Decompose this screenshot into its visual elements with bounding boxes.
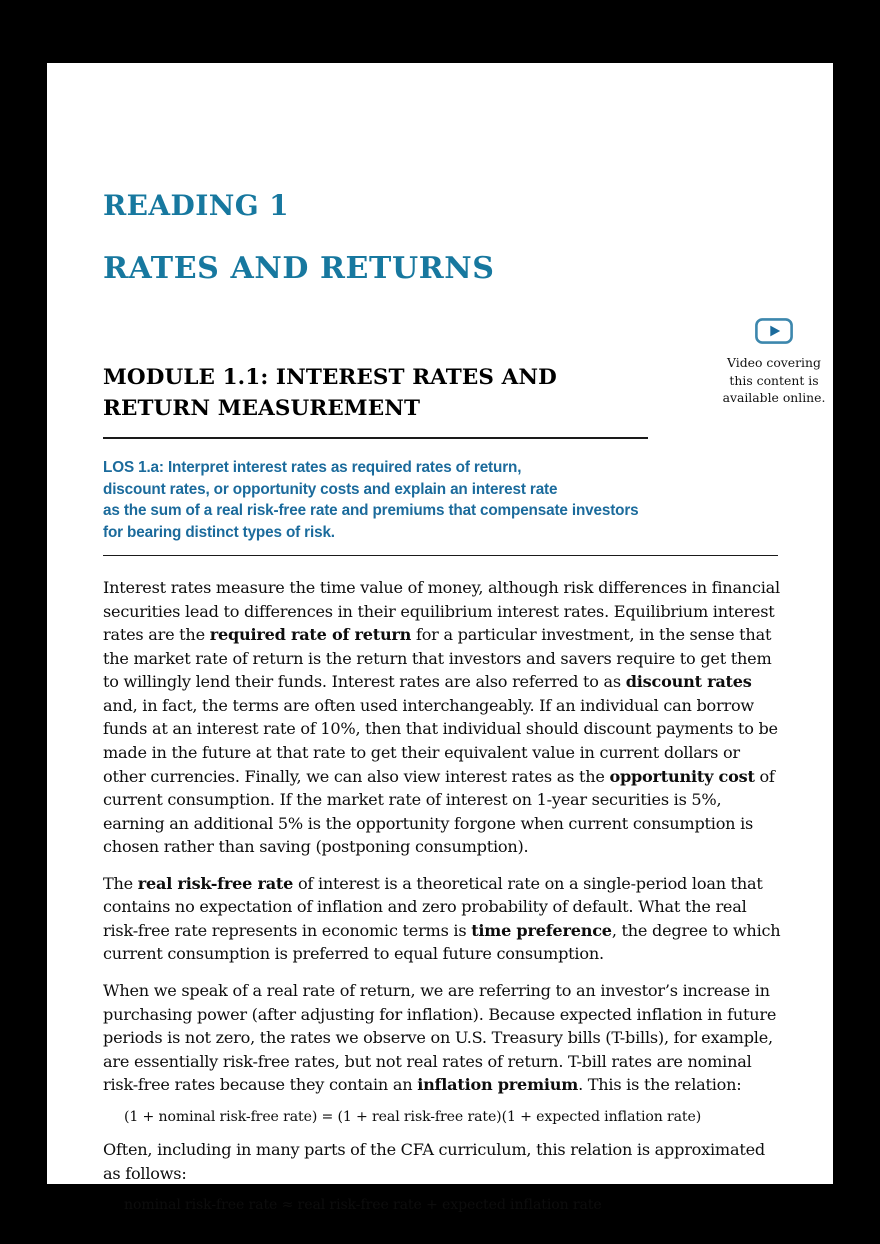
p3-segment-2: . This is the relation:	[578, 1075, 742, 1095]
page-title: RATES AND RETURNS	[103, 251, 495, 286]
p1-segment-3: and, in fact, the terms are often used interchangeably. If an individual can borrow funds at an interest rate of 10%, then that individual should discount payments to be made in the future at that rate to get their equivalent value in current dollars or other currencies. Finally, we can also view interest rates as the	[103, 695, 778, 786]
los-line-3: as the sum of a real risk-free rate and premiums that compensate investors	[103, 502, 639, 520]
p1-segment-1: Interest rates measure the time value of money, although risk differences in financial securities lead to differences in their equilibrium interest rates. Equilibrium interest rates are the	[103, 578, 780, 645]
term-time-preference: time preference	[471, 920, 612, 940]
reading-label: READING 1	[103, 189, 290, 222]
p1-segment-2: for a particular investment, in the sense that the market rate of return is the return that investors and savers require to get them to willingly lend their funds. Interest rates are also referred to as	[103, 625, 772, 692]
los-line-4: for bearing distinct types of risk.	[103, 524, 335, 542]
formula-exact-relation: (1 + nominal risk-free rate) = (1 + real risk-free rate)(1 + expected inflation rate)	[124, 1108, 702, 1125]
paragraph-3	[103, 979, 781, 1097]
term-required-rate-of-return: required rate of return	[209, 625, 412, 645]
body-content	[103, 576, 781, 1216]
page-content-area	[103, 63, 826, 1214]
video-callout	[707, 318, 841, 407]
term-discount-rates: discount rates	[625, 672, 752, 692]
module-heading-line-1: MODULE 1.1: INTEREST RATES AND	[103, 365, 557, 390]
los-line-2: discount rates, or opportunity costs and explain an interest rate	[103, 480, 558, 498]
formula-approximate-relation: nominal risk-free rate ≈ real risk-free rate + expected inflation rate	[124, 1197, 602, 1214]
module-heading	[103, 363, 603, 424]
p2-segment-3: , the degree to which current consumption is preferred to equal future consumption.	[103, 920, 781, 964]
paragraph-1	[103, 576, 781, 859]
video-caption-line-3: available online.	[722, 390, 826, 406]
video-caption-line-2: this content is	[729, 372, 819, 388]
term-real-risk-free-rate: real risk-free rate	[137, 873, 294, 893]
term-opportunity-cost: opportunity cost	[609, 766, 755, 786]
divider-below-los	[103, 555, 778, 556]
term-inflation-premium: inflation premium	[417, 1075, 579, 1095]
paragraph-4: Often, including in many parts of the CFA curriculum, this relation is approximated as follows:	[103, 1139, 765, 1183]
video-caption-line-1: Video covering	[727, 355, 821, 370]
p2-segment-1: The	[103, 873, 138, 893]
video-play-icon[interactable]	[755, 318, 793, 344]
p3-segment-1: When we speak of a real rate of return, we are referring to an investor’s increase in purchasing power (after adjusting for inflation). Because expected inflation in future periods is not zero, the rates we observe on U.S. Treasury bills (T-bills), for example, are essentially risk-free rates, but not real rates of return. T-bill rates are nominal risk-free rates because they contain an	[103, 981, 777, 1095]
learning-outcome-statement	[103, 457, 763, 544]
module-heading-line-2: RETURN MEASUREMENT	[103, 395, 421, 421]
page-sheet	[47, 63, 833, 1214]
p1-segment-4: of current consumption. If the market rate of interest on 1-year securities is 5%, earning an additional 5% is the opportunity forgone when current consumption is chosen rather than saving (postponing consumption).	[103, 766, 775, 857]
divider-above-los	[103, 437, 648, 439]
paragraph-2	[103, 872, 781, 966]
los-line-1: LOS 1.a: Interpret interest rates as required rates of return,	[103, 459, 522, 476]
video-caption	[707, 354, 841, 407]
p2-segment-2: of interest is a theoretical rate on a single-period loan that contains no expectation of inflation and zero probability of default. What the real risk-free rate represents in economic terms is	[103, 873, 763, 940]
